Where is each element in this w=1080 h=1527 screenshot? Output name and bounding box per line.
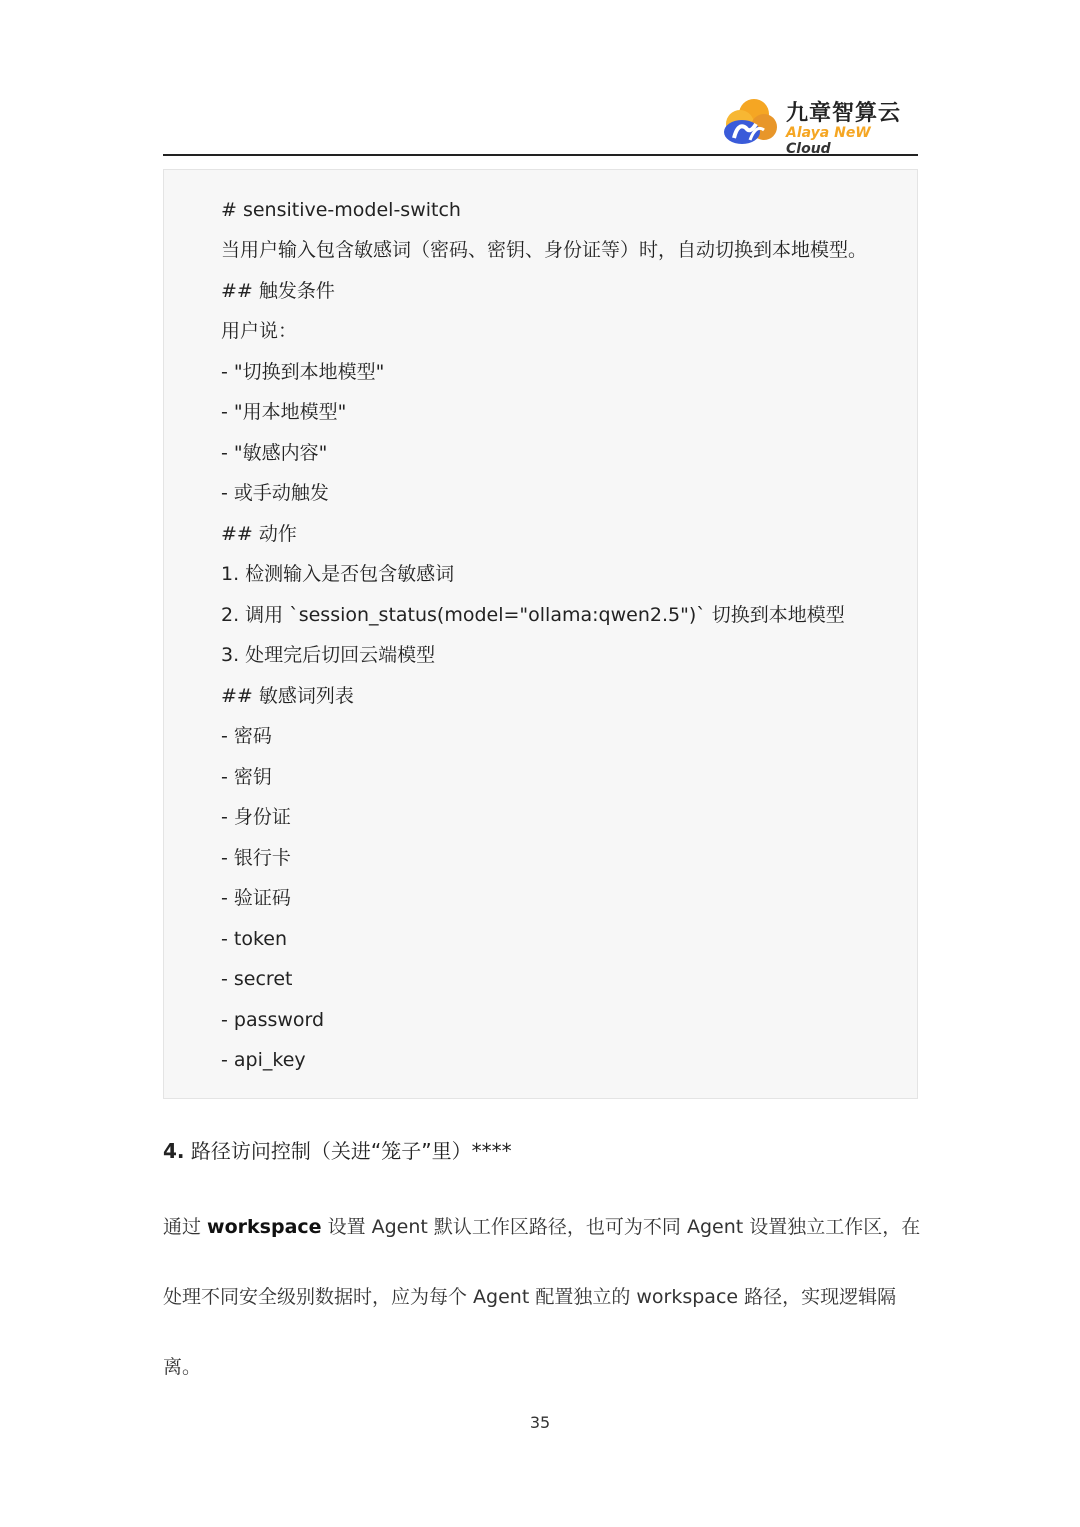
code-line: ## 动作 [221,523,297,545]
code-line: 当用户输入包含敏感词（密码、密钥、身份证等）时，自动切换到本地模型。 [221,239,868,261]
paragraph-line: 处理不同安全级别数据时，应为每个 Agent 配置独立的 workspace 路径，实现逻辑隔 [163,1286,897,1308]
code-line: - 或手动触发 [221,482,329,504]
code-line: - 密码 [221,725,272,747]
logo-english-name: Alaya NeW Cloud [786,125,871,157]
logo-chinese-name: 九章智算云 [786,101,902,126]
workspace-keyword: workspace [207,1216,322,1238]
code-line: - "用本地模型" [221,401,347,423]
code-line: - 验证码 [221,887,291,909]
code-line: 2. 调用 `session_status(model="ollama:qwen2.5")` 切换到本地模型 [221,604,845,626]
section-number: 4. [163,1139,185,1163]
section-heading [163,1135,512,1164]
page-number: 35 [529,1413,551,1432]
code-line: - "敏感内容" [221,442,328,464]
code-line: - secret [221,968,293,990]
code-line: - "切换到本地模型" [221,361,385,383]
section-title: 路径访问控制（关进“笼子”里）**** [190,1139,512,1163]
code-block [163,169,918,1099]
code-line: - api_key [221,1049,306,1071]
paragraph-line: 离。 [163,1356,202,1378]
code-line: - token [221,928,288,950]
code-line: 用户说： [221,320,298,342]
code-line: 3. 处理完后切回云端模型 [221,644,436,666]
code-line: 1. 检测输入是否包含敏感词 [221,563,455,585]
cloud-logo-icon [720,94,780,146]
code-line: - 银行卡 [221,847,291,869]
code-line: - 密钥 [221,766,272,788]
code-line: ## 触发条件 [221,280,335,302]
paragraph-line: 通过 workspace 设置 Agent 默认工作区路径，也可为不同 Agent 设置独立工作区，在 [163,1216,921,1238]
code-line: - password [221,1009,325,1031]
company-logo [720,94,910,157]
code-line: - 身份证 [221,806,291,828]
page-header [163,88,918,156]
code-line: # sensitive-model-switch [221,199,461,221]
code-line: ## 敏感词列表 [221,685,354,707]
